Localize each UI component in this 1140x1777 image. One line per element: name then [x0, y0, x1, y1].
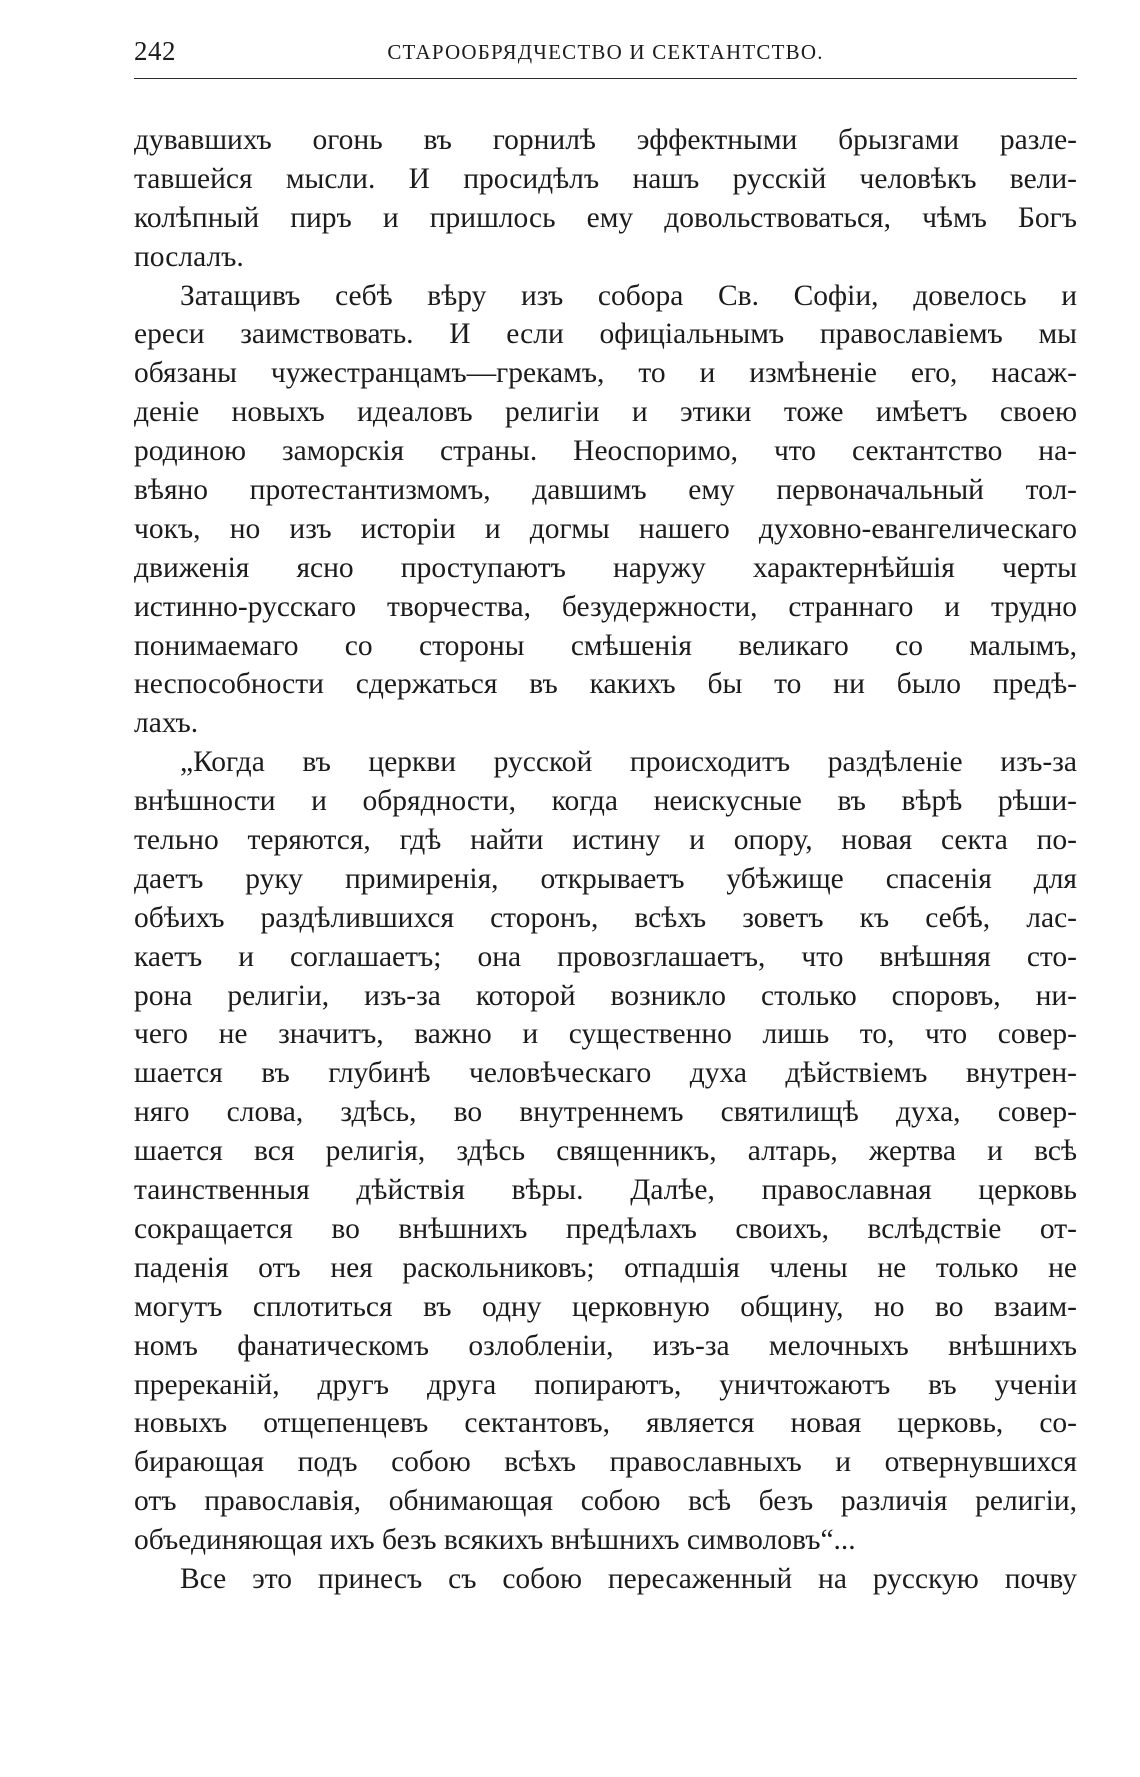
text-line: обязаны чужестранцамъ—грекамъ, то и измѣненіе его, насаж-	[134, 357, 1077, 390]
text-line: вѣяно протестантизмомъ, давшимъ ему первоначальный тол-	[134, 474, 1077, 507]
text-line: няго слова, здѣсь, во внутреннемъ святилищѣ духа, совер-	[134, 1096, 1077, 1129]
text-line: чего не значитъ, важно и существенно лишь то, что совер-	[134, 1018, 1077, 1051]
running-header	[134, 34, 1077, 74]
body-text	[134, 121, 1077, 1599]
text-line: истинно-русскаго творчества, безудержности, страннаго и трудно	[134, 590, 1077, 623]
text-line: тавшейся мысли. И просидѣлъ нашъ русскій человѣкъ вели-	[134, 162, 1077, 195]
text-line: шается въ глубинѣ человѣческаго духа дѣйствіемъ внутрен-	[134, 1057, 1077, 1090]
text-line: паденія отъ нея раскольниковъ; отпадшія члены не только не	[134, 1251, 1077, 1284]
page-number: 242	[134, 36, 176, 66]
text-line: тельно теряются, гдѣ найти истину и опору, новая секта по-	[134, 824, 1077, 857]
text-line: „Когда въ церкви русской происходитъ раздѣленіе изъ-за	[180, 746, 1077, 779]
text-line: таинственныя дѣйствія вѣры. Далѣе, православная церковь	[134, 1174, 1077, 1207]
paragraph	[134, 121, 1077, 277]
text-line: рона религіи, изъ-за которой возникло столько споровъ, ни-	[134, 979, 1077, 1012]
text-line: неспособности сдержаться въ какихъ бы то ни было предѣ-	[134, 668, 1077, 701]
text-line: пререканій, другъ друга попираютъ, уничтожаютъ въ ученіи	[134, 1368, 1077, 1401]
text-line: каетъ и соглашаетъ; она провозглашаетъ, что внѣшняя сто-	[134, 940, 1077, 973]
text-line: движенія ясно проступаютъ наружу характернѣйшія черты	[134, 551, 1077, 584]
text-line: бирающая подъ собою всѣхъ православныхъ и отвернувшихся	[134, 1446, 1077, 1479]
header-rule	[134, 78, 1077, 79]
text-line: послалъ.	[134, 240, 244, 273]
text-line: Затащивъ себѣ вѣру изъ собора Св. Софіи, довелось и	[180, 279, 1077, 312]
text-line: отъ православія, обнимающая собою всѣ безъ различія религіи,	[134, 1485, 1077, 1518]
text-line: деніе новыхъ идеаловъ религіи и этики тоже имѣетъ своею	[134, 396, 1077, 429]
text-line: колѣпный пиръ и пришлось ему довольствоваться, чѣмъ Богъ	[134, 201, 1077, 234]
text-line: понимаемаго со стороны смѣшенія великаго со малымъ,	[134, 629, 1077, 662]
text-line: даетъ руку примиренія, открываетъ убѣжище спасенія для	[134, 862, 1077, 895]
text-line: чокъ, но изъ исторіи и догмы нашего духовно-евангелическаго	[134, 512, 1077, 545]
text-line: новыхъ отщепенцевъ сектантовъ, является новая церковь, со-	[134, 1407, 1077, 1440]
text-line: номъ фанатическомъ озлобленіи, изъ-за мелочныхъ внѣшнихъ	[134, 1329, 1077, 1362]
text-line: дувавшихъ огонь въ горнилѣ эффектными брызгами разле-	[134, 124, 1077, 156]
text-line: сокращается во внѣшнихъ предѣлахъ своихъ, вслѣдствіе от-	[134, 1212, 1077, 1245]
text-line: могутъ сплотиться въ одну церковную общину, но во взаим-	[134, 1290, 1077, 1323]
text-line: лахъ.	[134, 707, 199, 740]
quotation-paragraph	[134, 743, 1077, 1560]
paragraph	[134, 1560, 1077, 1599]
text-line: родиною заморскія страны. Неоспоримо, что сектантство на-	[134, 435, 1077, 468]
text-line: обѣихъ раздѣлившихся сторонъ, всѣхъ зоветъ къ себѣ, лас-	[134, 901, 1077, 934]
text-line: ереси заимствовать. И если офиціальнымъ православіемъ мы	[134, 318, 1077, 351]
text-line: объединяющая ихъ безъ всякихъ внѣшнихъ символовъ“...	[134, 1524, 856, 1557]
running-title: СТАРООБРЯДЧЕСТВО И СЕКТАНТСТВО.	[387, 40, 824, 64]
text-line: шается вся религія, здѣсь священникъ, алтарь, жертва и всѣ	[134, 1135, 1077, 1168]
text-line: Все это принесъ съ собою пересаженный на русскую почву	[180, 1562, 1077, 1595]
paragraph	[134, 277, 1077, 744]
text-line: внѣшности и обрядности, когда неискусные въ вѣрѣ рѣши-	[134, 785, 1077, 818]
